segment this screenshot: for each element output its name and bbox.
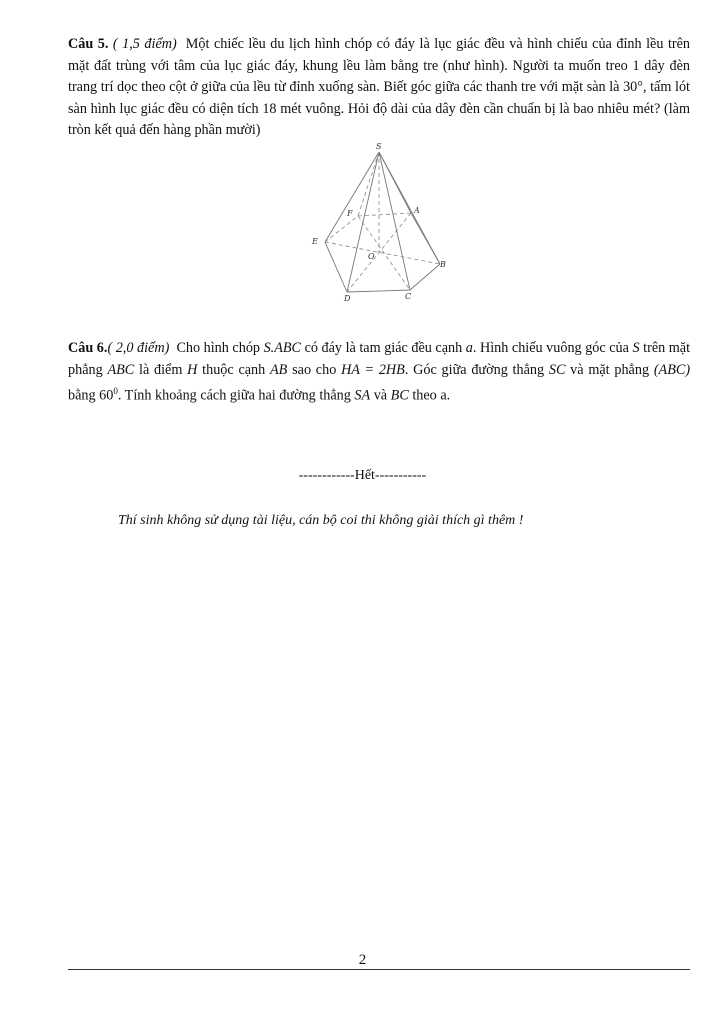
q6-text: sao cho <box>292 361 337 378</box>
hidden-edge-EF <box>325 216 358 242</box>
math-BC: BC <box>390 387 409 404</box>
q6-text: Cho hình chóp <box>176 340 261 356</box>
page-number: 2 <box>358 952 367 968</box>
math-degree: 0 <box>113 386 118 396</box>
q6-text: và <box>373 387 388 404</box>
edge-SE <box>325 152 379 242</box>
q6-text: theo a. <box>412 387 451 404</box>
q6-text: . Tính khoảng cách giữa hai đường thẳng <box>117 387 351 404</box>
question-6 <box>68 338 690 407</box>
label-E: E <box>312 237 318 246</box>
edge-SC <box>379 152 410 290</box>
end-separator: ------------Hết----------- <box>298 468 427 483</box>
math-angle: 60 <box>99 387 114 404</box>
math-ratio: HA = 2HB <box>341 361 405 378</box>
math-a: a <box>465 340 473 356</box>
q6-text: và mặt phẳng <box>570 361 650 378</box>
footer-divider <box>68 969 690 970</box>
math-AB: AB <box>270 361 288 378</box>
edge-BA <box>411 213 440 264</box>
hidden-edge-SF <box>358 152 379 216</box>
q6-label: Câu 6. <box>68 340 108 356</box>
label-B: B <box>440 260 446 269</box>
edge-ED <box>325 242 347 292</box>
exam-note: Thí sinh không sử dụng tài liệu, cán bộ coi thi không giải thích gì thêm ! <box>118 513 524 528</box>
math-ABC: ABC <box>107 361 135 378</box>
label-C: C <box>405 292 412 301</box>
math-SA: SA <box>354 387 371 404</box>
hidden-edge-FA <box>358 213 411 216</box>
math-plane: (ABC) <box>653 361 691 378</box>
q5-label: Câu 5. <box>68 36 109 52</box>
q6-text: . Góc giữa đường thẳng <box>404 361 545 378</box>
question-5 <box>68 34 690 142</box>
math-SC: SC <box>548 361 566 378</box>
edge-SD <box>347 152 379 292</box>
label-A: A <box>414 206 420 215</box>
q6-text: có đáy là tam giác đều cạnh <box>304 340 463 356</box>
hidden-diag-EB <box>325 242 440 264</box>
q5-body: Một chiếc lều du lịch hình chóp có đáy là lục giác đều và hình chiếu của đỉnh lều trên mặt đất trùng với tâm của lục giác đáy, khung lều làm bằng tre (như hình). Người ta muốn treo 1 dây đèn trang trí dọc theo cột ở giữa của lều từ đỉnh xuống sàn. Biết góc giữa các thanh tre với mặt sàn là 30°, tấm lót sàn hình lục giác đều có diện tích 18 mét vuông. Hỏi độ dài của dây đèn cần chuẩn bị là bao nhiêu mét? (làm tròn kết quả đến hàng phần mười) <box>68 36 691 138</box>
label-F: F <box>347 209 353 218</box>
hexagonal-pyramid-figure <box>300 140 460 305</box>
label-D: D <box>344 294 351 303</box>
q6-text: trên mặt phẳng <box>68 340 691 378</box>
q5-points: ( 1,5 điểm) <box>112 36 177 52</box>
math-S: S <box>632 340 640 356</box>
edge-CB <box>410 264 440 290</box>
math-H: H <box>187 361 198 378</box>
edge-DC <box>347 290 410 292</box>
q6-text: bằng <box>68 387 96 404</box>
q6-text: . Hình chiếu vuông góc của <box>472 340 629 356</box>
q6-text: thuộc cạnh <box>202 361 266 378</box>
math-pyramid: S.ABC <box>263 340 302 356</box>
label-S: S <box>376 142 382 151</box>
label-O: O <box>368 252 375 261</box>
q6-points: ( 2,0 điểm) <box>107 340 170 356</box>
q6-text: là điểm <box>139 361 183 378</box>
edge-SA <box>379 152 411 213</box>
hidden-diag-FC <box>358 216 410 290</box>
